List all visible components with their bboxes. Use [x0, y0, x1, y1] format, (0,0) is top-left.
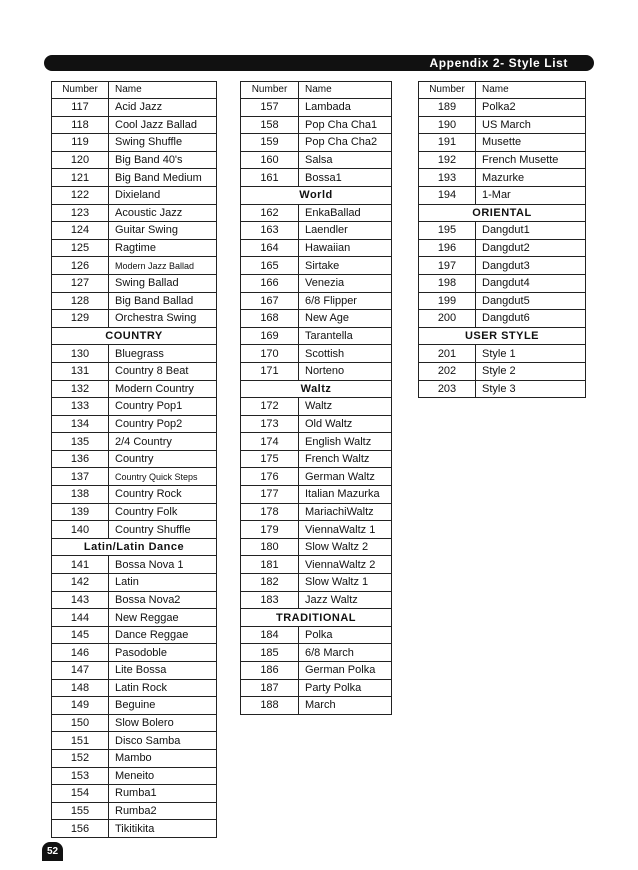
style-name: Dangdut3 — [476, 257, 586, 275]
style-name: German Waltz — [299, 468, 392, 486]
table-row — [52, 292, 217, 310]
style-number: 159 — [241, 134, 299, 152]
style-number: 197 — [419, 257, 476, 275]
style-name: Style 2 — [476, 362, 586, 380]
style-number: 171 — [241, 362, 299, 380]
table-row — [52, 398, 217, 416]
style-number: 170 — [241, 345, 299, 363]
style-name: Jazz Waltz — [299, 591, 392, 609]
style-name: Meneito — [109, 767, 217, 785]
style-number: 185 — [241, 644, 299, 662]
style-number: 201 — [419, 345, 476, 363]
style-name: Country Pop1 — [109, 398, 217, 416]
table-row — [419, 169, 586, 187]
style-number: 133 — [52, 398, 109, 416]
table-row — [52, 204, 217, 222]
style-number: 148 — [52, 679, 109, 697]
style-name: Lite Bossa — [109, 662, 217, 680]
style-name: English Waltz — [299, 433, 392, 451]
table-row — [52, 679, 217, 697]
style-name: Cool Jazz Ballad — [109, 116, 217, 134]
table-row — [52, 591, 217, 609]
table-row — [241, 222, 392, 240]
table-row — [241, 662, 392, 680]
style-table-1 — [51, 81, 217, 838]
style-name: Acoustic Jazz — [109, 204, 217, 222]
style-number: 187 — [241, 679, 299, 697]
style-number: 153 — [52, 767, 109, 785]
style-number: 126 — [52, 257, 109, 275]
style-number: 196 — [419, 239, 476, 257]
table-row — [52, 362, 217, 380]
table-row — [419, 362, 586, 380]
table-row — [419, 257, 586, 275]
table-row — [52, 186, 217, 204]
table-row — [241, 116, 392, 134]
style-name: New Reggae — [109, 609, 217, 627]
table-row — [52, 644, 217, 662]
table-row — [52, 714, 217, 732]
style-name: Country Pop2 — [109, 415, 217, 433]
style-number: 172 — [241, 398, 299, 416]
style-number: 161 — [241, 169, 299, 187]
section-title: Waltz — [241, 380, 392, 398]
style-number: 149 — [52, 697, 109, 715]
style-number: 145 — [52, 626, 109, 644]
style-name: Slow Bolero — [109, 714, 217, 732]
style-number: 146 — [52, 644, 109, 662]
number-header: Number — [241, 82, 299, 99]
section-title: Latin/Latin Dance — [52, 538, 217, 556]
style-number: 164 — [241, 239, 299, 257]
style-name: EnkaBallad — [299, 204, 392, 222]
style-number: 137 — [52, 468, 109, 486]
table-row — [52, 626, 217, 644]
style-name: Laendler — [299, 222, 392, 240]
style-number: 174 — [241, 433, 299, 451]
style-number: 119 — [52, 134, 109, 152]
section-title: USER STYLE — [419, 327, 586, 345]
table-row — [241, 574, 392, 592]
style-number: 202 — [419, 362, 476, 380]
table-row — [241, 697, 392, 715]
style-name: Polka — [299, 626, 392, 644]
style-name: French Musette — [476, 151, 586, 169]
table-row — [52, 468, 217, 486]
table-row — [241, 521, 392, 539]
table-row — [52, 274, 217, 292]
style-number: 139 — [52, 503, 109, 521]
style-name: Beguine — [109, 697, 217, 715]
table-row — [52, 239, 217, 257]
number-header: Number — [52, 82, 109, 99]
table-row — [241, 274, 392, 292]
table-row — [52, 134, 217, 152]
section-header-row — [52, 538, 217, 556]
style-name: Disco Samba — [109, 732, 217, 750]
table-row — [52, 802, 217, 820]
style-name: Tarantella — [299, 327, 392, 345]
style-name: Country Folk — [109, 503, 217, 521]
style-name: Style 3 — [476, 380, 586, 398]
style-name: Big Band Ballad — [109, 292, 217, 310]
table-row — [241, 556, 392, 574]
style-number: 118 — [52, 116, 109, 134]
style-number: 198 — [419, 274, 476, 292]
table-row — [52, 556, 217, 574]
table-row — [241, 679, 392, 697]
style-number: 162 — [241, 204, 299, 222]
style-name: Bossa Nova 1 — [109, 556, 217, 574]
style-number: 143 — [52, 591, 109, 609]
style-number: 176 — [241, 468, 299, 486]
style-name: Dangdut5 — [476, 292, 586, 310]
style-number: 134 — [52, 415, 109, 433]
style-number: 189 — [419, 99, 476, 117]
table-row — [419, 292, 586, 310]
section-title: ORIENTAL — [419, 204, 586, 222]
section-title: World — [241, 186, 392, 204]
style-name: 6/8 March — [299, 644, 392, 662]
table-row — [241, 415, 392, 433]
table-row — [52, 521, 217, 539]
section-header-row — [241, 186, 392, 204]
table-row — [52, 609, 217, 627]
table-row — [419, 222, 586, 240]
table-row — [241, 327, 392, 345]
table-row — [52, 116, 217, 134]
table-row — [419, 239, 586, 257]
table-row — [52, 222, 217, 240]
name-header: Name — [299, 82, 392, 99]
style-name: Polka2 — [476, 99, 586, 117]
style-name: Party Polka — [299, 679, 392, 697]
style-number: 154 — [52, 785, 109, 803]
number-header: Number — [419, 82, 476, 99]
style-name: Norteno — [299, 362, 392, 380]
table-row — [241, 169, 392, 187]
table-row — [52, 697, 217, 715]
section-header-row — [419, 204, 586, 222]
style-number: 121 — [52, 169, 109, 187]
table-row — [241, 310, 392, 328]
table-row — [52, 151, 217, 169]
style-name: Big Band Medium — [109, 169, 217, 187]
style-number: 141 — [52, 556, 109, 574]
style-name: Hawaiian — [299, 239, 392, 257]
style-name: ViennaWaltz 2 — [299, 556, 392, 574]
table-row — [52, 450, 217, 468]
style-number: 158 — [241, 116, 299, 134]
table-row — [241, 292, 392, 310]
table-row — [52, 99, 217, 117]
style-number: 186 — [241, 662, 299, 680]
style-number: 192 — [419, 151, 476, 169]
style-name: 2/4 Country — [109, 433, 217, 451]
style-name: Old Waltz — [299, 415, 392, 433]
table-row — [52, 732, 217, 750]
table-row — [52, 785, 217, 803]
table-row — [241, 204, 392, 222]
table-row — [241, 626, 392, 644]
style-name: Dangdut6 — [476, 310, 586, 328]
style-name: Big Band 40's — [109, 151, 217, 169]
style-name: Tikitikita — [109, 820, 217, 838]
style-number: 175 — [241, 450, 299, 468]
style-name: Country Quick Steps — [109, 468, 217, 486]
style-name: Sirtake — [299, 257, 392, 275]
table-row — [419, 116, 586, 134]
style-number: 155 — [52, 802, 109, 820]
style-number: 165 — [241, 257, 299, 275]
style-name: Slow Waltz 1 — [299, 574, 392, 592]
style-name: Pasodoble — [109, 644, 217, 662]
style-number: 122 — [52, 186, 109, 204]
style-name: Country Rock — [109, 486, 217, 504]
style-number: 179 — [241, 521, 299, 539]
style-name: Pop Cha Cha2 — [299, 134, 392, 152]
style-number: 177 — [241, 486, 299, 504]
style-name: Acid Jazz — [109, 99, 217, 117]
style-number: 128 — [52, 292, 109, 310]
style-name: Rumba2 — [109, 802, 217, 820]
style-number: 182 — [241, 574, 299, 592]
table-row — [52, 767, 217, 785]
style-name: Style 1 — [476, 345, 586, 363]
table-row — [52, 433, 217, 451]
style-name: Ragtime — [109, 239, 217, 257]
style-number: 138 — [52, 486, 109, 504]
style-name: Pop Cha Cha1 — [299, 116, 392, 134]
table-row — [52, 749, 217, 767]
style-name: March — [299, 697, 392, 715]
table-row — [241, 591, 392, 609]
table-row — [52, 486, 217, 504]
style-name: Scottish — [299, 345, 392, 363]
table-row — [52, 415, 217, 433]
style-number: 194 — [419, 186, 476, 204]
section-header-row — [241, 609, 392, 627]
style-number: 180 — [241, 538, 299, 556]
table-row — [52, 574, 217, 592]
style-number: 193 — [419, 169, 476, 187]
table-row — [241, 239, 392, 257]
table-row — [52, 503, 217, 521]
name-header: Name — [109, 82, 217, 99]
style-number: 157 — [241, 99, 299, 117]
style-number: 166 — [241, 274, 299, 292]
style-name: Waltz — [299, 398, 392, 416]
table-row — [419, 99, 586, 117]
style-name: Lambada — [299, 99, 392, 117]
page-title: Appendix 2- Style List — [429, 56, 568, 70]
section-title: COUNTRY — [52, 327, 217, 345]
style-number: 150 — [52, 714, 109, 732]
page-number: 52 — [42, 842, 63, 861]
style-name: Latin Rock — [109, 679, 217, 697]
table-row — [241, 538, 392, 556]
table-row — [241, 486, 392, 504]
style-number: 142 — [52, 574, 109, 592]
table-row — [241, 151, 392, 169]
table-row — [241, 257, 392, 275]
style-name: Bossa1 — [299, 169, 392, 187]
style-name: Salsa — [299, 151, 392, 169]
table-row — [241, 450, 392, 468]
table-row — [419, 186, 586, 204]
style-number: 144 — [52, 609, 109, 627]
style-number: 195 — [419, 222, 476, 240]
style-number: 163 — [241, 222, 299, 240]
name-header: Name — [476, 82, 586, 99]
style-number: 173 — [241, 415, 299, 433]
section-header-row — [52, 327, 217, 345]
style-name: Italian Mazurka — [299, 486, 392, 504]
column-header-row — [419, 82, 586, 99]
table-row — [52, 257, 217, 275]
style-name: German Polka — [299, 662, 392, 680]
style-name: 6/8 Flipper — [299, 292, 392, 310]
style-name: Dangdut2 — [476, 239, 586, 257]
style-number: 140 — [52, 521, 109, 539]
style-number: 129 — [52, 310, 109, 328]
style-name: Latin — [109, 574, 217, 592]
table-row — [241, 362, 392, 380]
style-name: Guitar Swing — [109, 222, 217, 240]
table-row — [52, 345, 217, 363]
table-row — [241, 99, 392, 117]
style-name: Country 8 Beat — [109, 362, 217, 380]
section-header-row — [241, 380, 392, 398]
style-number: 160 — [241, 151, 299, 169]
style-name: 1-Mar — [476, 186, 586, 204]
style-name: Swing Shuffle — [109, 134, 217, 152]
style-number: 169 — [241, 327, 299, 345]
table-row — [419, 310, 586, 328]
style-number: 167 — [241, 292, 299, 310]
table-row — [52, 169, 217, 187]
style-number: 124 — [52, 222, 109, 240]
section-header-row — [419, 327, 586, 345]
style-number: 184 — [241, 626, 299, 644]
table-row — [241, 345, 392, 363]
table-row — [52, 820, 217, 838]
style-number: 135 — [52, 433, 109, 451]
style-table-3 — [418, 81, 586, 398]
style-name: US March — [476, 116, 586, 134]
style-number: 132 — [52, 380, 109, 398]
style-number: 168 — [241, 310, 299, 328]
style-number: 147 — [52, 662, 109, 680]
style-number: 151 — [52, 732, 109, 750]
style-name: New Age — [299, 310, 392, 328]
table-row — [419, 134, 586, 152]
style-name: Venezia — [299, 274, 392, 292]
column-header-row — [241, 82, 392, 99]
style-number: 117 — [52, 99, 109, 117]
table-row — [52, 380, 217, 398]
style-name: Bluegrass — [109, 345, 217, 363]
style-name: Modern Country — [109, 380, 217, 398]
style-name: Rumba1 — [109, 785, 217, 803]
table-row — [419, 345, 586, 363]
style-number: 127 — [52, 274, 109, 292]
style-name: French Waltz — [299, 450, 392, 468]
table-row — [241, 644, 392, 662]
style-number: 152 — [52, 749, 109, 767]
table-row — [241, 468, 392, 486]
column-header-row — [52, 82, 217, 99]
table-row — [241, 398, 392, 416]
table-row — [241, 433, 392, 451]
style-name: Mazurke — [476, 169, 586, 187]
style-name: Swing Ballad — [109, 274, 217, 292]
style-number: 130 — [52, 345, 109, 363]
style-number: 200 — [419, 310, 476, 328]
style-number: 190 — [419, 116, 476, 134]
style-number: 131 — [52, 362, 109, 380]
style-number: 120 — [52, 151, 109, 169]
header-bar — [44, 55, 594, 71]
style-name: Dangdut1 — [476, 222, 586, 240]
table-row — [419, 274, 586, 292]
style-number: 181 — [241, 556, 299, 574]
style-name: Dixieland — [109, 186, 217, 204]
style-number: 191 — [419, 134, 476, 152]
style-number: 178 — [241, 503, 299, 521]
style-name: Orchestra Swing — [109, 310, 217, 328]
table-row — [419, 151, 586, 169]
style-name: MariachiWaltz — [299, 503, 392, 521]
table-row — [241, 503, 392, 521]
style-number: 183 — [241, 591, 299, 609]
style-name: Slow Waltz 2 — [299, 538, 392, 556]
style-name: Bossa Nova2 — [109, 591, 217, 609]
style-number: 136 — [52, 450, 109, 468]
style-number: 203 — [419, 380, 476, 398]
section-title: TRADITIONAL — [241, 609, 392, 627]
style-table-2 — [240, 81, 392, 715]
style-name: Country Shuffle — [109, 521, 217, 539]
style-number: 156 — [52, 820, 109, 838]
table-row — [52, 310, 217, 328]
style-name: Musette — [476, 134, 586, 152]
style-number: 199 — [419, 292, 476, 310]
table-row — [241, 134, 392, 152]
table-row — [52, 662, 217, 680]
table-row — [419, 380, 586, 398]
style-name: ViennaWaltz 1 — [299, 521, 392, 539]
style-name: Mambo — [109, 749, 217, 767]
style-name: Dance Reggae — [109, 626, 217, 644]
style-number: 125 — [52, 239, 109, 257]
style-name: Country — [109, 450, 217, 468]
style-name: Dangdut4 — [476, 274, 586, 292]
style-name: Modern Jazz Ballad — [109, 257, 217, 275]
style-number: 123 — [52, 204, 109, 222]
style-number: 188 — [241, 697, 299, 715]
